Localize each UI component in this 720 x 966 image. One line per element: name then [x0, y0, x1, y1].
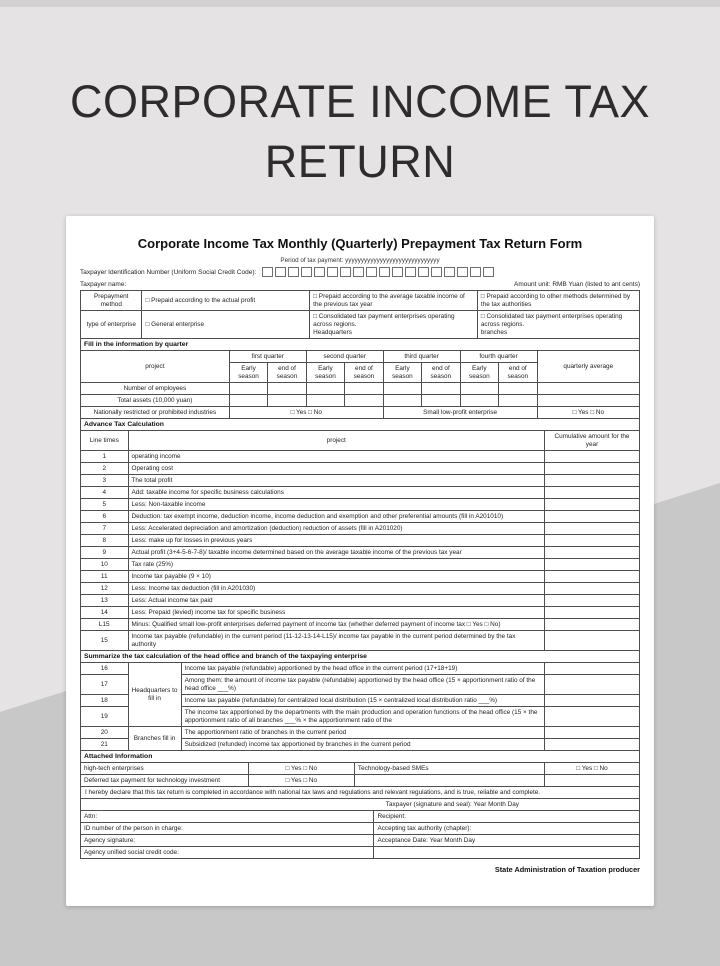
small-low-profit-yes-no-checkboxes[interactable]: □ Yes □ No — [537, 407, 639, 419]
option-other-methods-checkbox[interactable]: □ Prepaid according to other methods determined by the tax authorities — [477, 291, 639, 311]
employees-row — [81, 383, 640, 395]
second-quarter-header: second quarter — [306, 351, 383, 363]
credit-code-boxes — [262, 267, 494, 277]
section-summary-head-office: Summarize the tax calculation of the head office and branch of the taxpaying enterprise — [80, 650, 640, 663]
early-season-header: Early season — [460, 363, 498, 383]
high-tech-row — [81, 763, 640, 775]
deferred-tax-row — [81, 775, 640, 787]
value-cell — [544, 499, 639, 511]
table-row — [81, 583, 640, 595]
table-row — [81, 535, 640, 547]
empty-cell — [460, 383, 498, 395]
accepting-authority-label: Accepting tax authority (chapter): — [374, 823, 640, 835]
line-number-cell: 19 — [81, 707, 129, 727]
code-box[interactable] — [288, 267, 299, 277]
value-cell — [544, 727, 639, 739]
early-season-header: Early season — [383, 363, 421, 383]
project-cell: Operating cost — [128, 463, 544, 475]
option-actual-profit-checkbox[interactable]: □ Prepaid according to the actual profit — [142, 291, 310, 311]
value-cell — [544, 451, 639, 463]
empty-cell — [499, 395, 537, 407]
project-header: project — [81, 351, 230, 383]
consolidated-branches-text: □ Consolidated tax payment enterprises operating across regions. — [480, 312, 623, 328]
high-tech-label: high-tech enterprises — [81, 763, 249, 775]
value-cell — [544, 675, 639, 695]
empty-cell — [306, 383, 344, 395]
smes-yes-no-checkboxes[interactable]: □ Yes □ No — [544, 763, 639, 775]
empty-cell — [229, 383, 267, 395]
smes-label: Technology-based SMEs — [354, 763, 544, 775]
code-box[interactable] — [366, 267, 377, 277]
agency-credit-code-label: Agency unified social credit code: — [81, 847, 374, 859]
consolidated-hq-text: □ Consolidated tax payment enterprises operating across regions. — [313, 312, 455, 328]
line-number-cell: 11 — [81, 571, 129, 583]
option-average-income-checkbox[interactable]: □ Prepaid according to the average taxable income of the previous tax year — [310, 291, 478, 311]
option-consolidated-hq-checkbox[interactable] — [310, 311, 478, 339]
line-number-cell: 1 — [81, 451, 129, 463]
code-box[interactable] — [457, 267, 468, 277]
producer-footer: State Administration of Taxation producer — [494, 865, 640, 874]
line-number-cell: 5 — [81, 499, 129, 511]
section-quarter-info: Fill in the information by quarter — [80, 338, 640, 351]
prepayment-method-row — [81, 291, 640, 311]
code-box[interactable] — [431, 267, 442, 277]
value-cell — [544, 583, 639, 595]
line-number-cell: 17 — [81, 675, 129, 695]
third-quarter-header: third quarter — [383, 351, 460, 363]
table-row — [81, 475, 640, 487]
table-row — [81, 511, 640, 523]
value-cell — [544, 475, 639, 487]
option-general-enterprise-checkbox[interactable]: □ General enterprise — [142, 311, 310, 339]
line-number-cell: 15 — [81, 631, 129, 651]
project-cell: Income tax payable (refundable) for centralized local distribution (15 × centralized local distribution ratio ___%) — [181, 695, 544, 707]
hero-title — [0, 72, 720, 192]
code-box[interactable] — [301, 267, 312, 277]
attached-information-table — [80, 762, 640, 787]
code-box[interactable] — [405, 267, 416, 277]
empty-cell — [345, 395, 383, 407]
value-cell — [544, 547, 639, 559]
code-box[interactable] — [444, 267, 455, 277]
project-cell: The apportionment ratio of branches in the current period — [181, 727, 544, 739]
value-cell — [544, 707, 639, 727]
line-number-cell: 13 — [81, 595, 129, 607]
fourth-quarter-header: fourth quarter — [460, 351, 537, 363]
table-row — [81, 619, 640, 631]
agency-recipient-table — [80, 810, 640, 859]
small-low-profit-label: Small low-profit enterprise — [383, 407, 537, 419]
taxpayer-signature-line: Taxpayer (signature and seal): Year Month Day — [80, 798, 640, 811]
line-number-cell: 3 — [81, 475, 129, 487]
consolidated-hq-sub: Headquarters — [313, 328, 352, 336]
line-number-cell: 7 — [81, 523, 129, 535]
project-cell: Income tax payable (refundable) apportioned by the head office in the current period (17+18+19) — [181, 663, 544, 675]
top-edge-strip — [0, 0, 720, 7]
table-row — [81, 463, 640, 475]
project-cell: Less: Non-taxable income — [128, 499, 544, 511]
code-box[interactable] — [418, 267, 429, 277]
empty-cell — [383, 395, 421, 407]
empty-cell — [345, 383, 383, 395]
form-title: Corporate Income Tax Monthly (Quarterly) Prepayment Tax Return Form — [137, 236, 583, 251]
end-season-header: end of season — [345, 363, 383, 383]
prepayment-method-label: Prepayment method — [81, 291, 142, 311]
project-cell: Among them: the amount of income tax payable (refundable) apportioned by the head office (15 × apportionment ratio of the head office ___%) — [181, 675, 544, 695]
line-number-cell: 6 — [81, 511, 129, 523]
code-box[interactable] — [275, 267, 286, 277]
value-cell — [544, 695, 639, 707]
table-row — [81, 847, 640, 859]
declaration-text: I hereby declare that this tax return is completed in accordance with national tax laws and regulations and relevant regulations, and is true, reliable and complete. — [80, 786, 640, 799]
table-row — [81, 631, 640, 651]
restricted-yes-no-checkboxes[interactable]: □ Yes □ No — [229, 407, 383, 419]
option-consolidated-branches-checkbox[interactable] — [477, 311, 639, 339]
project-cell: Less: Actual income tax paid — [128, 595, 544, 607]
table-row — [81, 811, 640, 823]
tin-label: Taxpayer Identification Number (Uniform Social Credit Code): — [80, 268, 257, 276]
hero-title-line2: RETURN — [264, 136, 456, 187]
advance-tax-calculation-table — [80, 430, 640, 651]
line-number-cell: 14 — [81, 607, 129, 619]
value-cell — [544, 535, 639, 547]
empty-cell — [306, 395, 344, 407]
empty-cell — [537, 383, 639, 395]
value-cell — [544, 487, 639, 499]
table-row — [81, 663, 640, 675]
table-row — [81, 595, 640, 607]
project-cell: The income tax apportioned by the departments with the main production and operation functions of the head office (15 × the apportionment ratio of all branches ___% × the apportionment ratio of the — [181, 707, 544, 727]
table-row — [81, 823, 640, 835]
line-number-cell: 9 — [81, 547, 129, 559]
table-row — [81, 835, 640, 847]
code-box[interactable] — [470, 267, 481, 277]
table-row — [81, 727, 640, 739]
empty-cell — [537, 395, 639, 407]
tin-row — [80, 267, 640, 277]
empty-cell — [268, 395, 306, 407]
acceptance-date-label: Acceptance Date: Year Month Day — [374, 835, 640, 847]
project-cell: Actual profit (3+4-5-6-7-8)/ taxable income determined based on the average taxable income of the previous tax year — [128, 547, 544, 559]
project-cell: Income tax payable (refundable) in the current period (11-12-13-14-L15)/ income tax payable in the current period determined by the tax authority — [128, 631, 544, 651]
line-number-cell: L15 — [81, 619, 129, 631]
value-cell — [544, 595, 639, 607]
tax-form-page — [66, 216, 654, 906]
early-season-header: Early season — [306, 363, 344, 383]
project-header: project — [128, 431, 544, 451]
taxpayer-name-row — [80, 281, 640, 288]
early-season-header: Early season — [229, 363, 267, 383]
line-number-cell: 4 — [81, 487, 129, 499]
line-times-header: Line times — [81, 431, 129, 451]
branches-fill-in-label: Branches fill in — [128, 727, 181, 751]
value-cell — [544, 463, 639, 475]
end-season-header: end of season — [499, 363, 537, 383]
value-cell — [544, 619, 639, 631]
high-tech-yes-no-checkboxes[interactable]: □ Yes □ No — [248, 763, 354, 775]
code-box[interactable] — [353, 267, 364, 277]
empty-cell — [422, 395, 460, 407]
headquarters-fill-in-label: Headquarters to fill in — [128, 663, 181, 727]
code-box[interactable] — [262, 267, 273, 277]
empty-cell — [460, 395, 498, 407]
project-cell: Subsidized (refunded) income tax apportioned by branches in the current period — [181, 739, 544, 751]
value-cell — [544, 559, 639, 571]
empty-cell — [354, 775, 544, 787]
project-cell: Less: Prepaid (levied) income tax for specific business — [128, 607, 544, 619]
empty-cell — [499, 383, 537, 395]
id-number-label: ID number of the person in charge: — [81, 823, 374, 835]
project-cell: Add: taxable income for specific business calculations — [128, 487, 544, 499]
table-row — [81, 559, 640, 571]
code-box[interactable] — [392, 267, 403, 277]
project-cell: Less: make up for losses in previous years — [128, 535, 544, 547]
line-number-cell: 18 — [81, 695, 129, 707]
assets-row — [81, 395, 640, 407]
enterprise-type-label: type of enterprise — [81, 311, 142, 339]
deferred-tax-label: Deferred tax payment for technology investment — [81, 775, 249, 787]
line-number-cell: 12 — [81, 583, 129, 595]
hero-title-line1: CORPORATE INCOME TAX — [69, 76, 651, 127]
enterprise-type-row — [81, 311, 640, 339]
prepayment-method-table — [80, 290, 640, 339]
value-cell — [544, 631, 639, 651]
code-box[interactable] — [327, 267, 338, 277]
calc-header-row — [81, 431, 640, 451]
project-cell: Less: Income tax deduction (fill in A201030) — [128, 583, 544, 595]
line-number-cell: 10 — [81, 559, 129, 571]
attn-label: Attn: — [81, 811, 374, 823]
line-number-cell: 21 — [81, 739, 129, 751]
quarter-info-table — [80, 350, 640, 419]
first-quarter-header: first quarter — [229, 351, 306, 363]
section-attached-information: Attached Information — [80, 750, 640, 763]
code-box[interactable] — [483, 267, 494, 277]
project-cell-with-checkboxes[interactable]: Minus: Qualified small low-profit enterprises deferred payment of income tax (whether deferred payment of income tax □ Yes □ No) — [128, 619, 544, 631]
amount-unit-label: Amount unit: RMB Yuan (listed to ant cents) — [514, 281, 640, 288]
table-row — [81, 523, 640, 535]
period-of-tax-payment: Period of tax payment: yyyyyyyyyyyyyyyyyyyyyyyyyyyyyy — [280, 257, 440, 264]
value-cell — [544, 663, 639, 675]
project-cell: Deduction: tax exempt income, deduction income, income deduction and exemption and other preferential amounts (fill in A201010) — [128, 511, 544, 523]
empty-cell — [422, 383, 460, 395]
quarterly-average-header: quarterly average — [537, 351, 639, 383]
section-advance-tax-calculation: Advance Tax Calculation — [80, 418, 640, 431]
empty-cell — [268, 383, 306, 395]
line-number-cell: 2 — [81, 463, 129, 475]
table-row — [81, 451, 640, 463]
value-cell — [544, 511, 639, 523]
recipient-label: Recipient: — [374, 811, 640, 823]
head-office-branch-table — [80, 662, 640, 751]
project-cell: Less: Accelerated depreciation and amortization (deduction) reduction of assets (fill in A201020) — [128, 523, 544, 535]
line-number-cell: 16 — [81, 663, 129, 675]
assets-label: Total assets (10,000 yuan) — [81, 395, 230, 407]
empty-cell — [383, 383, 421, 395]
empty-cell — [374, 847, 640, 859]
table-row — [81, 607, 640, 619]
line-number-cell: 8 — [81, 535, 129, 547]
quarter-header-row — [81, 351, 640, 363]
taxpayer-name-label: Taxpayer name: — [80, 281, 127, 288]
project-cell: Income tax payable (9 × 10) — [128, 571, 544, 583]
consolidated-branches-sub: branches — [480, 328, 508, 336]
empty-cell — [229, 395, 267, 407]
table-row — [81, 499, 640, 511]
value-cell — [544, 571, 639, 583]
table-row — [81, 571, 640, 583]
restricted-industries-label: Nationally restricted or prohibited industries — [81, 407, 230, 419]
value-cell — [544, 607, 639, 619]
code-box[interactable] — [314, 267, 325, 277]
project-cell: Tax rate (25%) — [128, 559, 544, 571]
value-cell — [544, 739, 639, 751]
deferred-yes-no-checkboxes[interactable]: □ Yes □ No — [248, 775, 354, 787]
project-cell: operating income — [128, 451, 544, 463]
project-cell: The total profit — [128, 475, 544, 487]
employees-label: Number of employees — [81, 383, 230, 395]
code-box[interactable] — [340, 267, 351, 277]
line-number-cell: 20 — [81, 727, 129, 739]
end-season-header: end of season — [268, 363, 306, 383]
agency-signature-label: Agency signature: — [81, 835, 374, 847]
table-row — [81, 547, 640, 559]
restricted-industries-row — [81, 407, 640, 419]
end-season-header: end of season — [422, 363, 460, 383]
code-box[interactable] — [379, 267, 390, 277]
empty-cell — [544, 775, 639, 787]
table-row — [81, 487, 640, 499]
cumulative-amount-header: Cumulative amount for the year — [544, 431, 639, 451]
value-cell — [544, 523, 639, 535]
